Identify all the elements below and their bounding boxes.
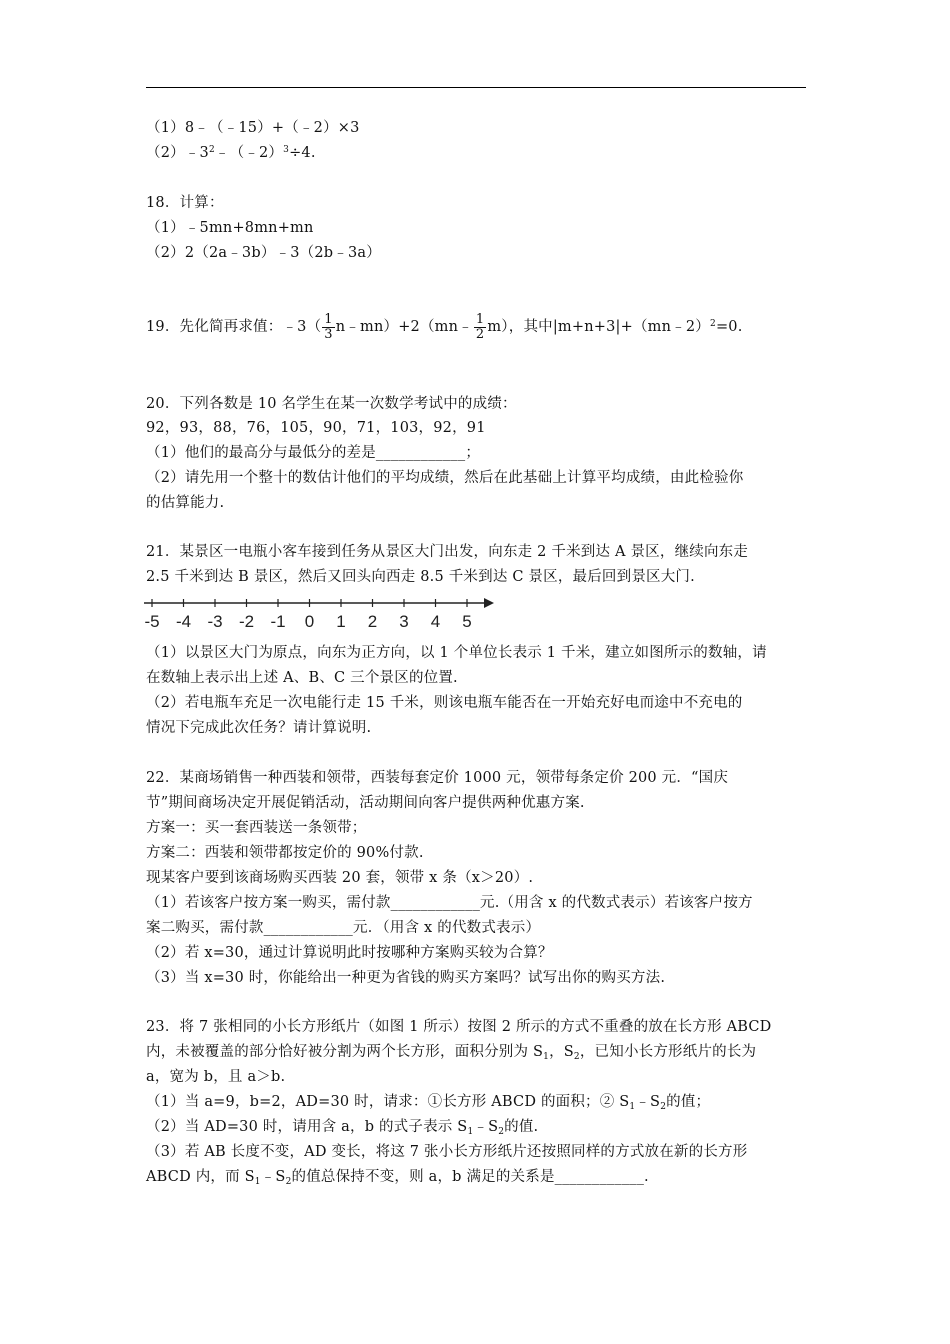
q21-line-4: 在数轴上表示出上述 A、B、C 三个景区的位置.	[146, 670, 458, 686]
number-line-labels	[144, 612, 471, 631]
q20-line-1: 20．下列各数是 10 名学生在某一次数学考试中的成绩：	[146, 396, 517, 412]
q17-line-2: $(2)﹣3^2﹣(﹣2)^3\div 4$.	[146, 145, 316, 161]
q19-line: 19．先化简再求值：﹣3（ $\frac{1}{3}$ n﹣mn）+2（mn﹣ $\frac{1}{2}$ m），其中|m+n+3|+（mn﹣2）$^2$=0.	[146, 311, 743, 342]
q23-line-7: ABCD 内，而 $S_1﹣S_2$的值总保持不变，则 a，b 满足的关系是____________.	[146, 1169, 649, 1187]
number-line-label: 4	[430, 612, 441, 631]
number-line-label: 5	[462, 612, 472, 631]
fraction-one-half: $\frac{1}{2}$	[475, 311, 485, 342]
fraction-one-third: $\frac{1}{3}$	[324, 311, 333, 342]
q22-line-7: 案二购买，需付款____________元．（用含 x 的代数式表示）	[146, 920, 541, 936]
number-line-label: -1	[270, 612, 286, 631]
number-line-label: -2	[238, 612, 255, 631]
q22-line-2: 节”期间商场决定开展促销活动，活动期间向客户提供两种优惠方案.	[146, 795, 585, 811]
q23-line-3: a，宽为 b，且 a＞b.	[146, 1069, 286, 1085]
q18-title: 18．计算：	[146, 195, 224, 211]
q22-line-6: （1）若该客户按方案一购买，需付款____________元.（用含 x 的代数式表示）若该客户按方	[146, 895, 753, 911]
q17-line-1: （1）8﹣（﹣15）+（﹣2）×3	[146, 120, 360, 136]
number-line-label: 2	[367, 612, 378, 631]
q23-line-2: 内，未被覆盖的部分恰好被分割为两个长方形，面积分别为 $S_1$，$S_2$，已知小长方形纸片的长为	[146, 1044, 757, 1062]
q20-scores: 92，93，88，76，105，90，71，103，92，91	[146, 420, 486, 436]
number-line-figure	[142, 595, 502, 635]
q21-line-3: （1）以景区大门为原点，向东为正方向，以 1 个单位长表示 1 千米，建立如图所示的数轴，请	[146, 645, 767, 661]
q22-line-9: （3）当 x=30 时，你能给出一种更为省钱的购买方案吗？试写出你的购买方法.	[146, 970, 666, 986]
q22-line-8: （2）若 x=30，通过计算说明此时按哪种方案购买较为合算？	[146, 945, 553, 961]
header-rule	[146, 87, 806, 88]
q22-line-4: 方案二：西装和领带都按定价的 90%付款.	[146, 845, 424, 861]
q21-line-5: （2）若电瓶车充足一次电能行走 15 千米，则该电瓶车能否在一开始充好电而途中不充电的	[146, 695, 743, 711]
q21-line-1: 21．某景区一电瓶小客车接到任务从景区大门出发，向东走 2 千米到达 A 景区，继续向东走	[146, 544, 749, 560]
q21-line-2: 2.5 千米到达 B 景区，然后又回头向西走 8.5 千米到达 C 景区，最后回到景区大门.	[146, 569, 695, 585]
number-line-label: 1	[336, 612, 346, 631]
number-line-label: -3	[207, 612, 223, 631]
q18-line-2: （2）2（2a﹣3b）﹣3（2b﹣3a）	[146, 245, 381, 261]
number-line-arrow-icon	[484, 598, 494, 608]
q22-line-1: 22．某商场销售一种西装和领带，西装每套定价 1000 元，领带每条定价 200 元．“国庆	[146, 770, 729, 786]
q22-line-3: 方案一：买一套西装送一条领带；	[146, 820, 367, 836]
number-line-label: 3	[399, 612, 409, 631]
q23-line-6: （3）若 AB 长度不变，AD 变长，将这 7 张小长方形纸片还按照同样的方式放在新的长方形	[146, 1144, 748, 1160]
number-line-label: 0	[304, 612, 315, 631]
q18-line-1: （1）﹣5mn+8mn+mn	[146, 220, 314, 236]
q22-line-5: 现某客户要到该商场购买西装 20 套，领带 x 条（x＞20）.	[146, 870, 534, 886]
q23-line-5: （2）当 AD=30 时，请用含 a，b 的式子表示 $S_1﹣S_2$的值.	[146, 1119, 539, 1137]
number-line-label: -5	[144, 612, 160, 631]
q20-line-4: （2）请先用一个整十的数估计他们的平均成绩，然后在此基础上计算平均成绩，由此检验你	[146, 470, 744, 486]
q20-line-5: 的估算能力.	[146, 495, 225, 511]
number-line-label: -4	[175, 612, 192, 631]
q23-line-4: （1）当 a=9，b=2，AD=30 时，请求：①长方形 ABCD 的面积；② $S_1﹣S_2$的值；	[146, 1094, 711, 1112]
q23-line-1: 23．将 7 张相同的小长方形纸片（如图 1 所示）按图 2 所示的方式不重叠的放在长方形 ABCD	[146, 1019, 772, 1035]
q20-line-3: （1）他们的最高分与最低分的差是____________；	[146, 445, 481, 461]
q21-line-6: 情况下完成此次任务？请计算说明.	[146, 720, 372, 736]
